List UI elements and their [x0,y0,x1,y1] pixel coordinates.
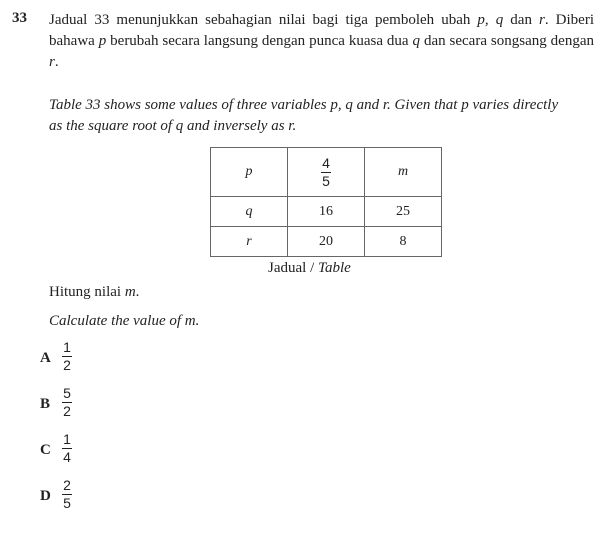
prompt-english: Calculate the value of m. [49,313,200,329]
table-caption: Jadual / Table [268,260,351,276]
question-text-malay: Jadual 33 menunjukkan sebahagian nilai bagi tiga pemboleh ubah p, q dan r. Diberi bahawa p berubah secara langsung dengan punca kuasa dua q dan secara songsang dengan r. [49,12,594,70]
fraction: $\frac{4}{5}$ [322,154,330,189]
prompt-malay: Hitung nilai m. [49,284,140,300]
data-table: p $\frac{4}{5}$ m q 16 25 r 20 8 [210,147,442,257]
question-text-english: Table 33 shows some values of three variables p, q and r. Given that p varies directly as the square root of q and inversely as r. [49,97,559,134]
question-number: 33 [12,10,27,26]
row-label: p [211,148,288,197]
